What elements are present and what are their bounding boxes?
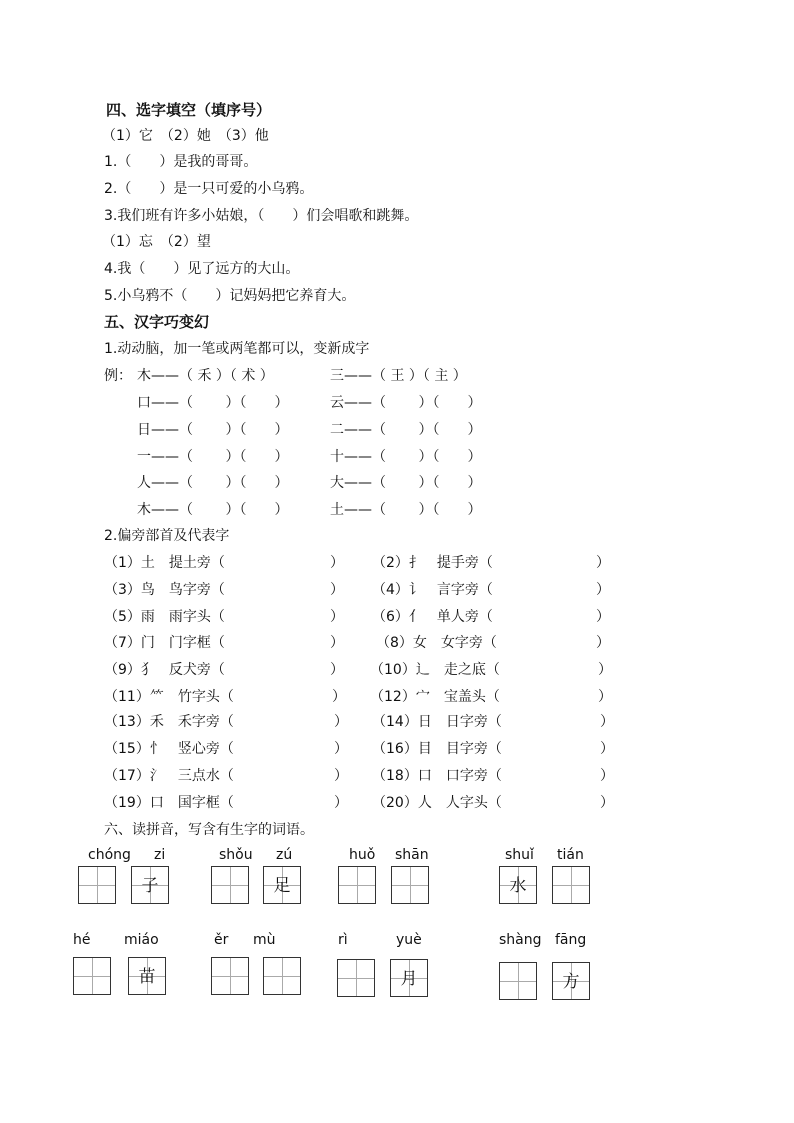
radical-item: （10）辶 走之底（: [370, 662, 500, 678]
part1-title: 1.动动脑，加一笔或两笔都可以，变新成字: [104, 341, 370, 357]
stroke-row-right: 二——（ ）（ ）: [330, 422, 482, 438]
question-5: 5.小乌鸦不（ ）记妈妈把它养育大。: [104, 288, 356, 304]
close-paren: ）: [334, 768, 348, 784]
radical-item: （1）土 提土旁（: [104, 555, 225, 571]
pinyin: chóng: [88, 847, 131, 863]
pinyin: shuǐ: [505, 847, 534, 863]
radical-item: （19）口 国字框（: [104, 795, 234, 811]
stroke-row-left: 木——（ ）（ ）: [137, 502, 289, 518]
question-3: 3.我们班有许多小姑娘，（ ）们会唱歌和跳舞。: [104, 208, 419, 224]
tianzige-box[interactable]: [390, 959, 428, 997]
tianzige-box[interactable]: [263, 957, 301, 995]
pinyin: huǒ: [349, 847, 376, 863]
part2-title: 2.偏旁部首及代表字: [104, 528, 230, 544]
box-char: 月: [400, 969, 418, 989]
stroke-row-left: 一——（ ）（ ）: [137, 449, 289, 465]
close-paren: ）: [600, 741, 614, 757]
section5-title: 五、汉字巧变幻: [104, 313, 210, 331]
pinyin: shān: [395, 847, 429, 863]
close-paren: ）: [598, 662, 612, 678]
close-paren: ）: [330, 555, 344, 571]
tianzige-box[interactable]: [263, 866, 301, 904]
close-paren: ）: [596, 635, 610, 651]
close-paren: ）: [334, 714, 348, 730]
close-paren: ）: [334, 795, 348, 811]
question-2: 2.（ ）是一只可爱的小乌鸦。: [104, 181, 314, 197]
close-paren: ）: [600, 768, 614, 784]
tianzige-box[interactable]: [499, 962, 537, 1000]
radical-item: （18）口 口字旁（: [372, 768, 502, 784]
stroke-row-left: 日——（ ）（ ）: [137, 422, 289, 438]
pinyin: shǒu: [219, 847, 253, 863]
pinyin: zú: [276, 847, 293, 863]
stroke-row-right: 云——（ ）（ ）: [330, 395, 482, 411]
tianzige-box[interactable]: [552, 866, 590, 904]
tianzige-box[interactable]: [552, 962, 590, 1000]
radical-item: （3）鸟 鸟字旁（: [104, 582, 225, 598]
radical-item: （6）亻 单人旁（: [372, 609, 493, 625]
close-paren: ）: [330, 582, 344, 598]
stroke-row-right: 十——（ ）（ ）: [330, 449, 482, 465]
question-4: 4.我（ ）见了远方的大山。: [104, 261, 300, 277]
options2: （1）忘 （2）望: [102, 234, 211, 250]
close-paren: ）: [596, 609, 610, 625]
radical-item: （4）讠 言字旁（: [372, 582, 493, 598]
stroke-row-left: 木——（ 禾 ）（ 术 ）: [137, 368, 274, 384]
close-paren: ）: [596, 582, 610, 598]
close-paren: ）: [332, 689, 346, 705]
question-1: 1.（ ）是我的哥哥。: [104, 154, 258, 170]
pinyin: rì: [338, 932, 348, 948]
section4-title: 四、选字填空（填序号）: [106, 101, 272, 119]
box-char: 子: [141, 876, 159, 896]
close-paren: ）: [600, 795, 614, 811]
tianzige-box[interactable]: [338, 866, 376, 904]
stroke-row-right: 三——（ 王 ）（ 主 ）: [330, 368, 467, 384]
pinyin: zi: [154, 847, 166, 863]
stroke-row-right: 大——（ ）（ ）: [330, 475, 482, 491]
radical-item: （7）门 门字框（: [104, 635, 225, 651]
box-char: 水: [509, 876, 527, 896]
tianzige-box[interactable]: [337, 959, 375, 997]
example-label: 例：: [104, 368, 132, 384]
pinyin: yuè: [396, 932, 422, 948]
radical-item: （14）日 日字旁（: [372, 714, 502, 730]
close-paren: ）: [330, 609, 344, 625]
pinyin: fāng: [555, 932, 587, 948]
pinyin: miáo: [124, 932, 159, 948]
stroke-row-left: 人——（ ）（ ）: [137, 475, 289, 491]
close-paren: ）: [598, 689, 612, 705]
radical-item: （15）忄 竖心旁（: [104, 741, 234, 757]
tianzige-box[interactable]: [131, 866, 169, 904]
close-paren: ）: [596, 555, 610, 571]
tianzige-box[interactable]: [211, 957, 249, 995]
tianzige-box[interactable]: [73, 957, 111, 995]
options1: （1）它 （2）她 （3）他: [102, 128, 269, 144]
close-paren: ）: [600, 714, 614, 730]
pinyin: tián: [557, 847, 584, 863]
pinyin: ěr: [214, 932, 229, 948]
radical-item: （9）犭 反犬旁（: [104, 662, 225, 678]
box-char: 苗: [138, 967, 156, 987]
stroke-row-left: 口——（ ）（ ）: [137, 395, 289, 411]
stroke-row-right: 土——（ ）（ ）: [330, 502, 482, 518]
tianzige-box[interactable]: [211, 866, 249, 904]
close-paren: ）: [330, 662, 344, 678]
radical-item: （17）氵 三点水（: [104, 768, 234, 784]
radical-item: （12）宀 宝盖头（: [370, 689, 500, 705]
tianzige-box[interactable]: [391, 866, 429, 904]
radical-item: （8）女 女字旁（: [376, 635, 497, 651]
radical-item: （13）禾 禾字旁（: [104, 714, 234, 730]
tianzige-box[interactable]: [499, 866, 537, 904]
pinyin: mù: [253, 932, 276, 948]
radical-item: （2）扌 提手旁（: [372, 555, 493, 571]
close-paren: ）: [330, 635, 344, 651]
pinyin: hé: [73, 932, 91, 948]
radical-item: （20）人 人字头（: [372, 795, 502, 811]
pinyin: shàng: [499, 932, 542, 948]
tianzige-box[interactable]: [128, 957, 166, 995]
radical-item: （11）⺮ 竹字头（: [104, 689, 234, 705]
radical-item: （5）雨 雨字头（: [104, 609, 225, 625]
close-paren: ）: [334, 741, 348, 757]
box-char: 方: [562, 972, 580, 992]
tianzige-box[interactable]: [78, 866, 116, 904]
section6-title: 六、读拼音，写含有生字的词语。: [104, 822, 314, 838]
box-char: 足: [273, 876, 291, 896]
radical-item: （16）目 目字旁（: [372, 741, 502, 757]
